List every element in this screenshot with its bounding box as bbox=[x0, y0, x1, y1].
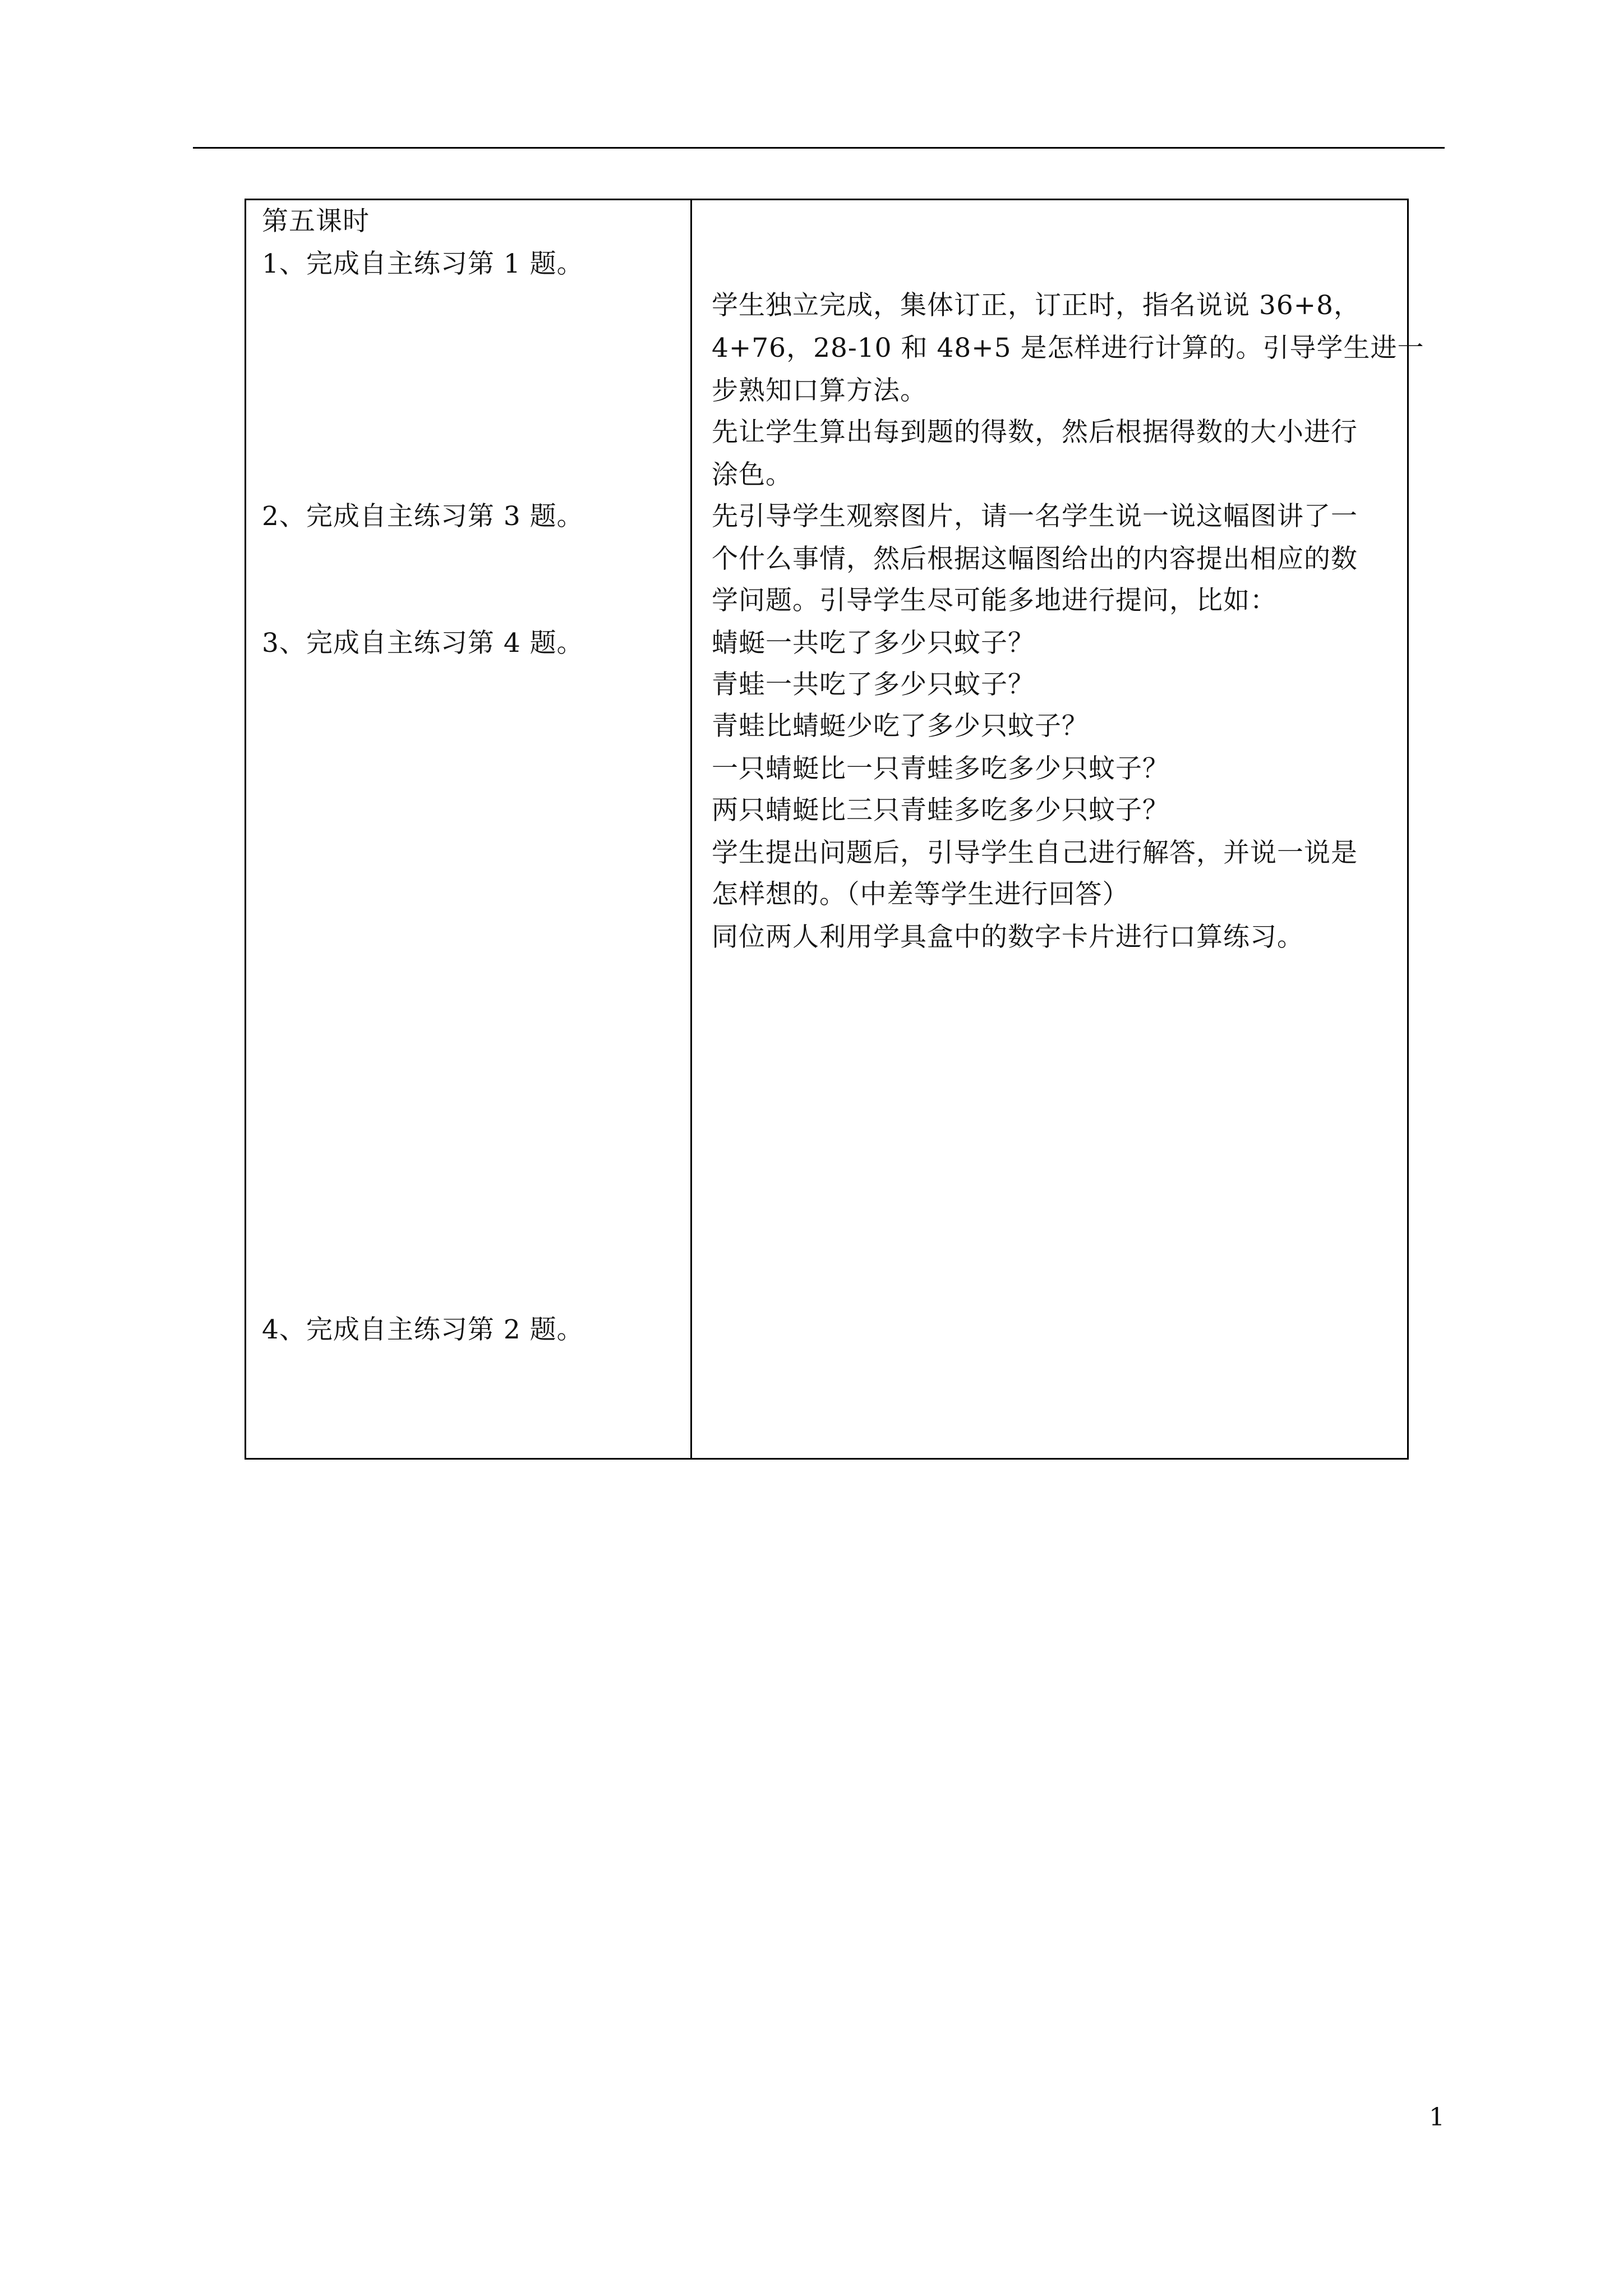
note-line-9: 蜻蜓一共吃了多少只蚊子？ bbox=[712, 628, 1035, 659]
exercise-item-1: 1、完成自主练习第 1 题。 bbox=[262, 249, 584, 279]
note-line-15: 怎样想的。（中差等学生进行回答） bbox=[712, 879, 1129, 910]
note-line-7: 个什么事情，然后根据这幅图给出的内容提出相应的数 bbox=[712, 544, 1358, 574]
note-line-10: 青蛙一共吃了多少只蚊子？ bbox=[712, 669, 1035, 700]
page-number: 1 bbox=[1429, 2103, 1445, 2132]
exercise-item-2: 2、完成自主练习第 3 题。 bbox=[262, 501, 584, 532]
column-divider bbox=[690, 200, 692, 1458]
note-line-14: 学生提出问题后，引导学生自己进行解答，并说一说是 bbox=[712, 838, 1358, 868]
lesson-table bbox=[245, 199, 1424, 1460]
exercise-item-4: 4、完成自主练习第 2 题。 bbox=[262, 1314, 584, 1345]
note-line-3: 步熟知口算方法。 bbox=[712, 375, 927, 406]
header-rule bbox=[193, 147, 1445, 149]
lesson-heading: 第五课时 bbox=[262, 206, 370, 237]
exercise-item-3: 3、完成自主练习第 4 题。 bbox=[262, 628, 584, 659]
note-line-11: 青蛙比蜻蜓少吃了多少只蚊子？ bbox=[712, 711, 1089, 742]
note-line-12: 一只蜻蜓比一只青蛙多吃多少只蚊子？ bbox=[712, 753, 1169, 784]
note-line-2: 4+76，28-10 和 48+5 是怎样进行计算的。引导学生进一 bbox=[712, 333, 1424, 364]
note-line-16: 同位两人利用学具盒中的数字卡片进行口算练习。 bbox=[712, 922, 1304, 953]
note-line-8: 学问题。引导学生尽可能多地进行提问，比如： bbox=[712, 585, 1277, 616]
note-line-4: 先让学生算出每到题的得数，然后根据得数的大小进行 bbox=[712, 417, 1358, 448]
note-line-6: 先引导学生观察图片，请一名学生说一说这幅图讲了一 bbox=[712, 501, 1358, 532]
note-line-5: 涂色。 bbox=[712, 459, 792, 490]
note-line-1: 学生独立完成，集体订正，订正时，指名说说 36+8， bbox=[712, 290, 1361, 321]
note-line-13: 两只蜻蜓比三只青蛙多吃多少只蚊子？ bbox=[712, 795, 1169, 826]
